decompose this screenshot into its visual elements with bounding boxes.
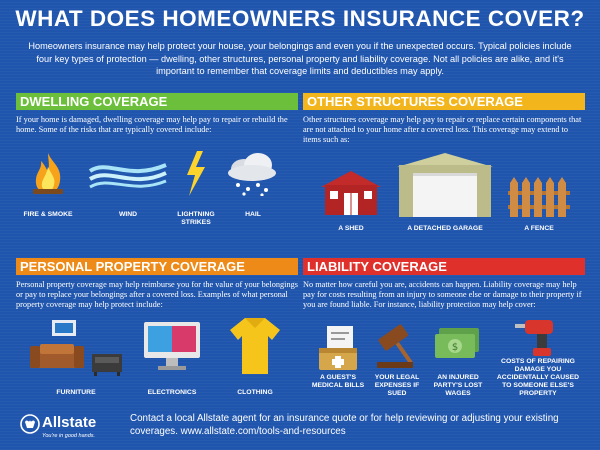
allstate-hands-icon — [20, 414, 40, 434]
allstate-logo: Allstate — [42, 414, 97, 431]
medical-bills-icon — [317, 326, 359, 370]
personal-property-text: Personal property coverage may help reimburse you for the value of your belongings or pay to replace your belongings after a covered loss. Examples of what personal property coverage may help protect include: — [16, 280, 299, 309]
other-structures-section — [303, 93, 585, 255]
page-title: WHAT DOES HOMEOWNERS INSURANCE COVER? — [15, 6, 585, 31]
electronics-icon — [144, 322, 200, 374]
hail-cloud-icon — [224, 151, 280, 196]
fence-icon — [508, 177, 570, 217]
wind-label: WIND — [118, 211, 138, 218]
medical-bills-label: A GUEST'S MEDICAL BILLS — [311, 374, 365, 389]
allstate-tagline: You're in good hands. — [42, 433, 96, 439]
electronics-label: ELECTRONICS — [147, 389, 197, 396]
hail-label: HAIL — [245, 211, 261, 218]
property-damage-label: COSTS OF REPAIRING DAMAGE YOU ACCIDENTALLY CAUSED TO SOMEONE ELSE'S PROPERTY — [496, 358, 580, 397]
wind-icon — [88, 161, 168, 191]
shed-icon — [317, 169, 385, 215]
personal-property-heading: PERSONAL PROPERTY COVERAGE — [16, 258, 298, 275]
svg-text:$: $ — [451, 342, 459, 353]
garage-label: A DETACHED GARAGE — [407, 225, 483, 232]
furniture-icon — [28, 320, 128, 376]
gavel-icon — [373, 324, 417, 370]
fire-smoke-label: FIRE & SMOKE — [23, 211, 73, 218]
fire-icon — [28, 151, 68, 196]
liability-section — [303, 258, 585, 420]
footer — [0, 405, 600, 450]
fence-label: A FENCE — [524, 225, 554, 232]
lightning-label: LIGHTNING STRIKES — [177, 211, 215, 226]
lost-wages-label: AN INJURED PARTY'S LOST WAGES — [433, 374, 483, 397]
dwelling-text: If your home is damaged, dwelling coverage may help pay to repair or rebuild the home. Some of the risks that are typically covered include: — [16, 115, 288, 134]
liability-text: No matter how careful you are, accidents can happen. Liability coverage may help pay for costs resulting from an injury to someone else or damage to their property if you are found liable. For instance, liability protection may help cover: — [303, 280, 582, 309]
garage-icon — [395, 153, 495, 217]
money-icon — [435, 328, 481, 364]
lightning-icon — [183, 151, 207, 196]
drill-icon — [515, 316, 563, 356]
other-structures-heading: OTHER STRUCTURES COVERAGE — [303, 93, 585, 110]
shirt-icon — [230, 318, 280, 374]
liability-heading: LIABILITY COVERAGE — [303, 258, 585, 275]
personal-property-section — [16, 258, 298, 420]
dwelling-coverage-section — [16, 93, 298, 255]
dwelling-heading: DWELLING COVERAGE — [16, 93, 298, 110]
furniture-label: FURNITURE — [56, 389, 96, 396]
legal-expenses-label: YOUR LEGAL EXPENSES IF SUED — [374, 374, 420, 397]
intro-text: Homeowners insurance may help protect your house, your belongings and even you if the unexpected occurs. Typical policies include four key types of protection — dwelling, other structures, personal property and liability coverage. Not all policies are alike, and it's important to remember that coverage limits and deductibles may apply. — [28, 41, 572, 77]
other-structures-text: Other structures coverage may help pay to repair or replace certain components that are not attached to your home after a covered loss. This coverage may extend to items such as: — [303, 115, 582, 144]
contact-text: Contact a local Allstate agent for an insurance quote or for help reviewing or adjusting your existing coverages. www.allstate.com/tools-and-resources — [130, 413, 559, 437]
shed-label: A SHED — [338, 225, 364, 232]
clothing-label: CLOTHING — [237, 389, 273, 396]
